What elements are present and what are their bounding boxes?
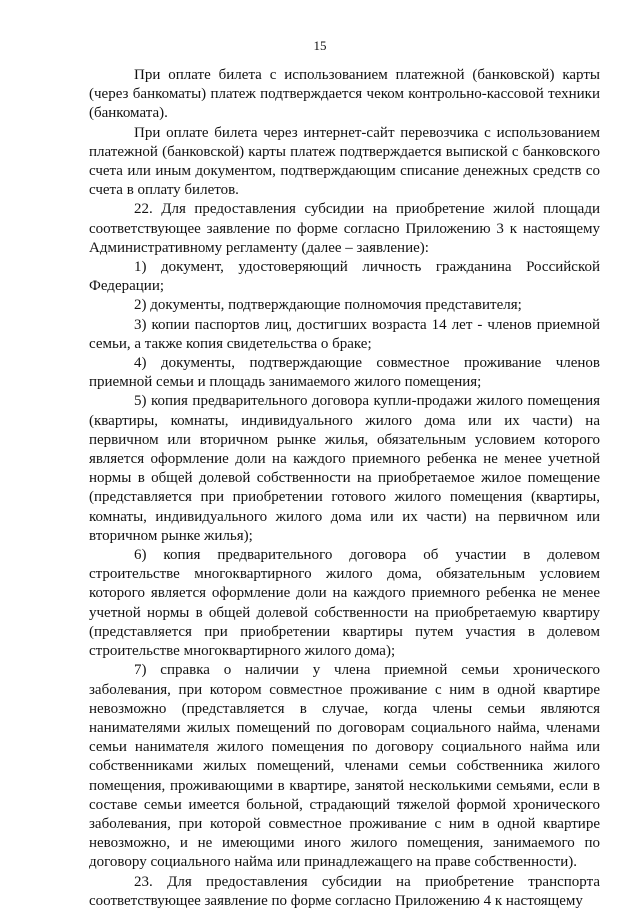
list-item-3-passport-copies: 3) копии паспортов лиц, достигших возраста 14 лет - членов приемной семьи, а также копия свидетельства о браке; [89,316,600,352]
list-item-7-chronic-illness-certificate: 7) справка о наличии у члена приемной семьи хронического заболевания, при котором совместное проживание с ним в одной квартире невозможно (представляется в случае, когда члены семьи являются нанимателями жилых помещений по договорам социального найма, членами семьи нанимателя жилого помещения по договору социального найма или собственниками жилых помещений, членами семьи собственника жилого помещения, проживающими в квартире, занятой несколькими семьями, если в составе семьи имеется больной, страдающий тяжелой формой хронического заболевания, при которой совместное проживание с ним в одной квартире невозможно, и не имеющими иного жилого помещения, занимаемого по договору социального найма или принадлежащего на праве собственности). [89,662,600,871]
list-item-4-cohabitation-documents: 4) документы, подтверждающие совместное проживание членов приемной семьи и площадь занимаемого жилого помещения; [89,355,600,391]
paragraph-card-payment: При оплате билета с использованием платежной (банковской) карты (через банкоматы) платеж подтверждается чеком контрольно-кассовой техники (банкомата). [89,67,600,122]
page-number: 15 [313,38,327,53]
document-body [89,66,600,911]
list-item-6-shared-construction-contract: 6) копия предварительного договора об участии в долевом строительстве многоквартирного жилого дома, обязательным условием которого является оформление доли на каждого приемного ребенка не менее учетной нормы в общей долевой собственности на приобретаемую квартиру (представляется при приобретении квартиры путем участия в долевом строительстве многоквартирного жилого дома); [89,547,600,660]
list-item-1-identity-document: 1) документ, удостоверяющий личность гражданина Российской Федерации; [89,259,600,295]
list-item-2-representative-authority: 2) документы, подтверждающие полномочия представителя; [134,297,522,314]
paragraph-section-22: 22. Для предоставления субсидии на приобретение жилой площади соответствующее заявление по форме согласно Приложению 3 к настоящему Административному регламенту (далее – заявление): [89,201,600,256]
paragraph-online-payment: При оплате билета через интернет-сайт перевозчика с использованием платежной (банковской) карты платеж подтверждается выпиской с банковского счета или иным документом, подтверждающим списание денежных средств со счета в оплату билетов. [89,124,600,199]
paragraph-section-23: 23. Для предоставления субсидии на приобретение транспорта соответствующее заявление по форме согласно Приложению 4 к настоящему [89,873,600,909]
list-item-5-preliminary-sale-contract: 5) копия предварительного договора купли-продажи жилого помещения (квартиры, комнаты, индивидуального жилого дома или их части) на первичном или вторичном рынке жилья, обязательным условием которого является оформление доли на каждого приемного ребенка не менее учетной нормы в общей долевой собственности на приобретаемое жилое помещение (представляется при приобретении готового жилого помещения (квартиры, комнаты, индивидуального жилого дома или их части) на первичном или вторичном рынке жилья); [89,393,600,544]
